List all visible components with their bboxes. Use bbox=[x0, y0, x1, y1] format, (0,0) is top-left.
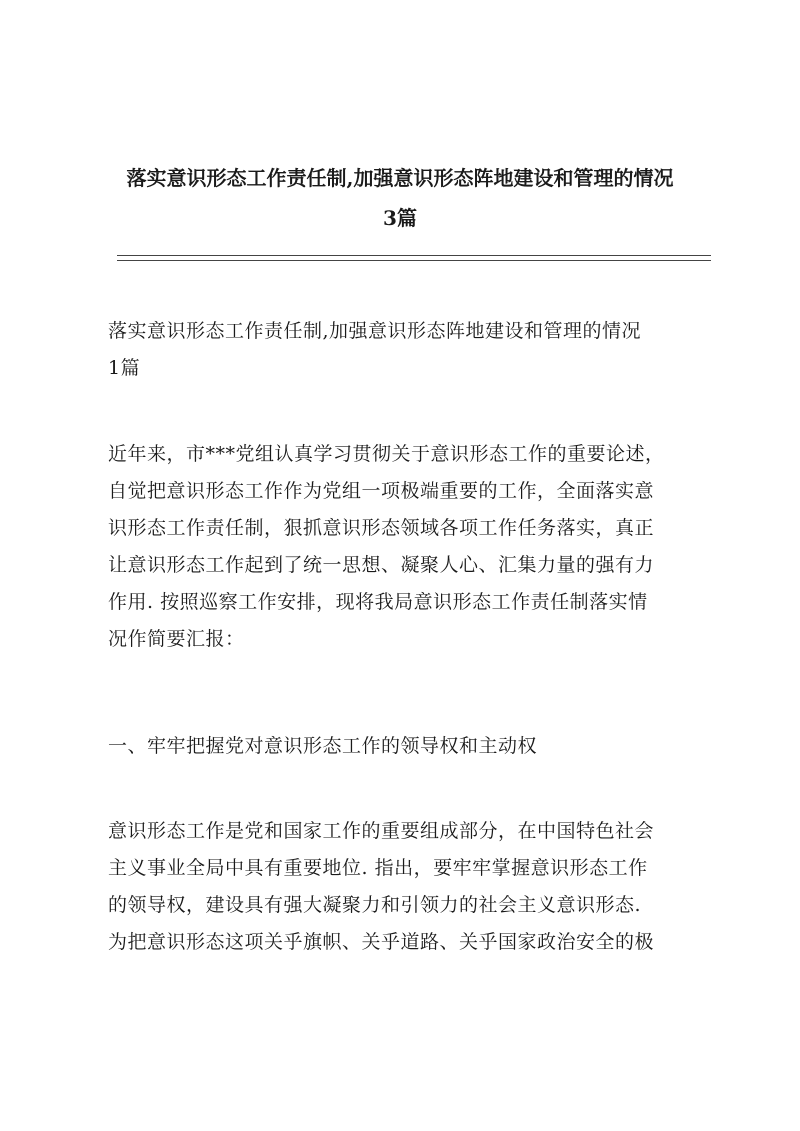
section-heading: 一、牢牢把握党对意识形态工作的领导权和主动权 bbox=[108, 735, 538, 757]
subtitle-line-1: 落实意识形态工作责任制,加强意识形态阵地建设和管理的情况 bbox=[108, 320, 642, 342]
document-title-line-1: 落实意识形态工作责任制,加强意识形态阵地建设和管理的情况 bbox=[126, 166, 674, 190]
body-line: 主义事业全局中具有重要地位. 指出，要牢牢掌握意识形态工作 bbox=[108, 857, 648, 879]
intro-paragraph bbox=[108, 436, 718, 658]
intro-line: 作用. 按照巡察工作安排，现将我局意识形态工作责任制落实情 bbox=[108, 591, 648, 613]
subtitle-line-2: 1篇 bbox=[108, 357, 141, 379]
intro-line: 况作简要汇报： bbox=[108, 628, 245, 650]
subtitle bbox=[108, 313, 718, 387]
document-title-line-2: 3篇 bbox=[383, 206, 417, 230]
intro-line: 近年来，市***党组认真学习贯彻关于意识形态工作的重要论述， bbox=[108, 443, 665, 465]
body-line: 为把意识形态这项关乎旗帜、关乎道路、关乎国家政治安全的极 bbox=[108, 931, 655, 953]
title-divider bbox=[117, 255, 711, 261]
body-line: 的领导权，建设具有强大凝聚力和引领力的社会主义意识形态. bbox=[108, 894, 642, 916]
body-line: 意识形态工作是党和国家工作的重要组成部分，在中国特色社会 bbox=[108, 820, 655, 842]
intro-line: 识形态工作责任制，狠抓意识形态领域各项工作任务落实，真正 bbox=[108, 517, 655, 539]
intro-line: 自觉把意识形态工作作为党组一项极端重要的工作，全面落实意 bbox=[108, 480, 655, 502]
body-paragraph bbox=[108, 813, 718, 961]
intro-line: 让意识形态工作起到了统一思想、凝聚人心、汇集力量的强有力 bbox=[108, 554, 655, 576]
